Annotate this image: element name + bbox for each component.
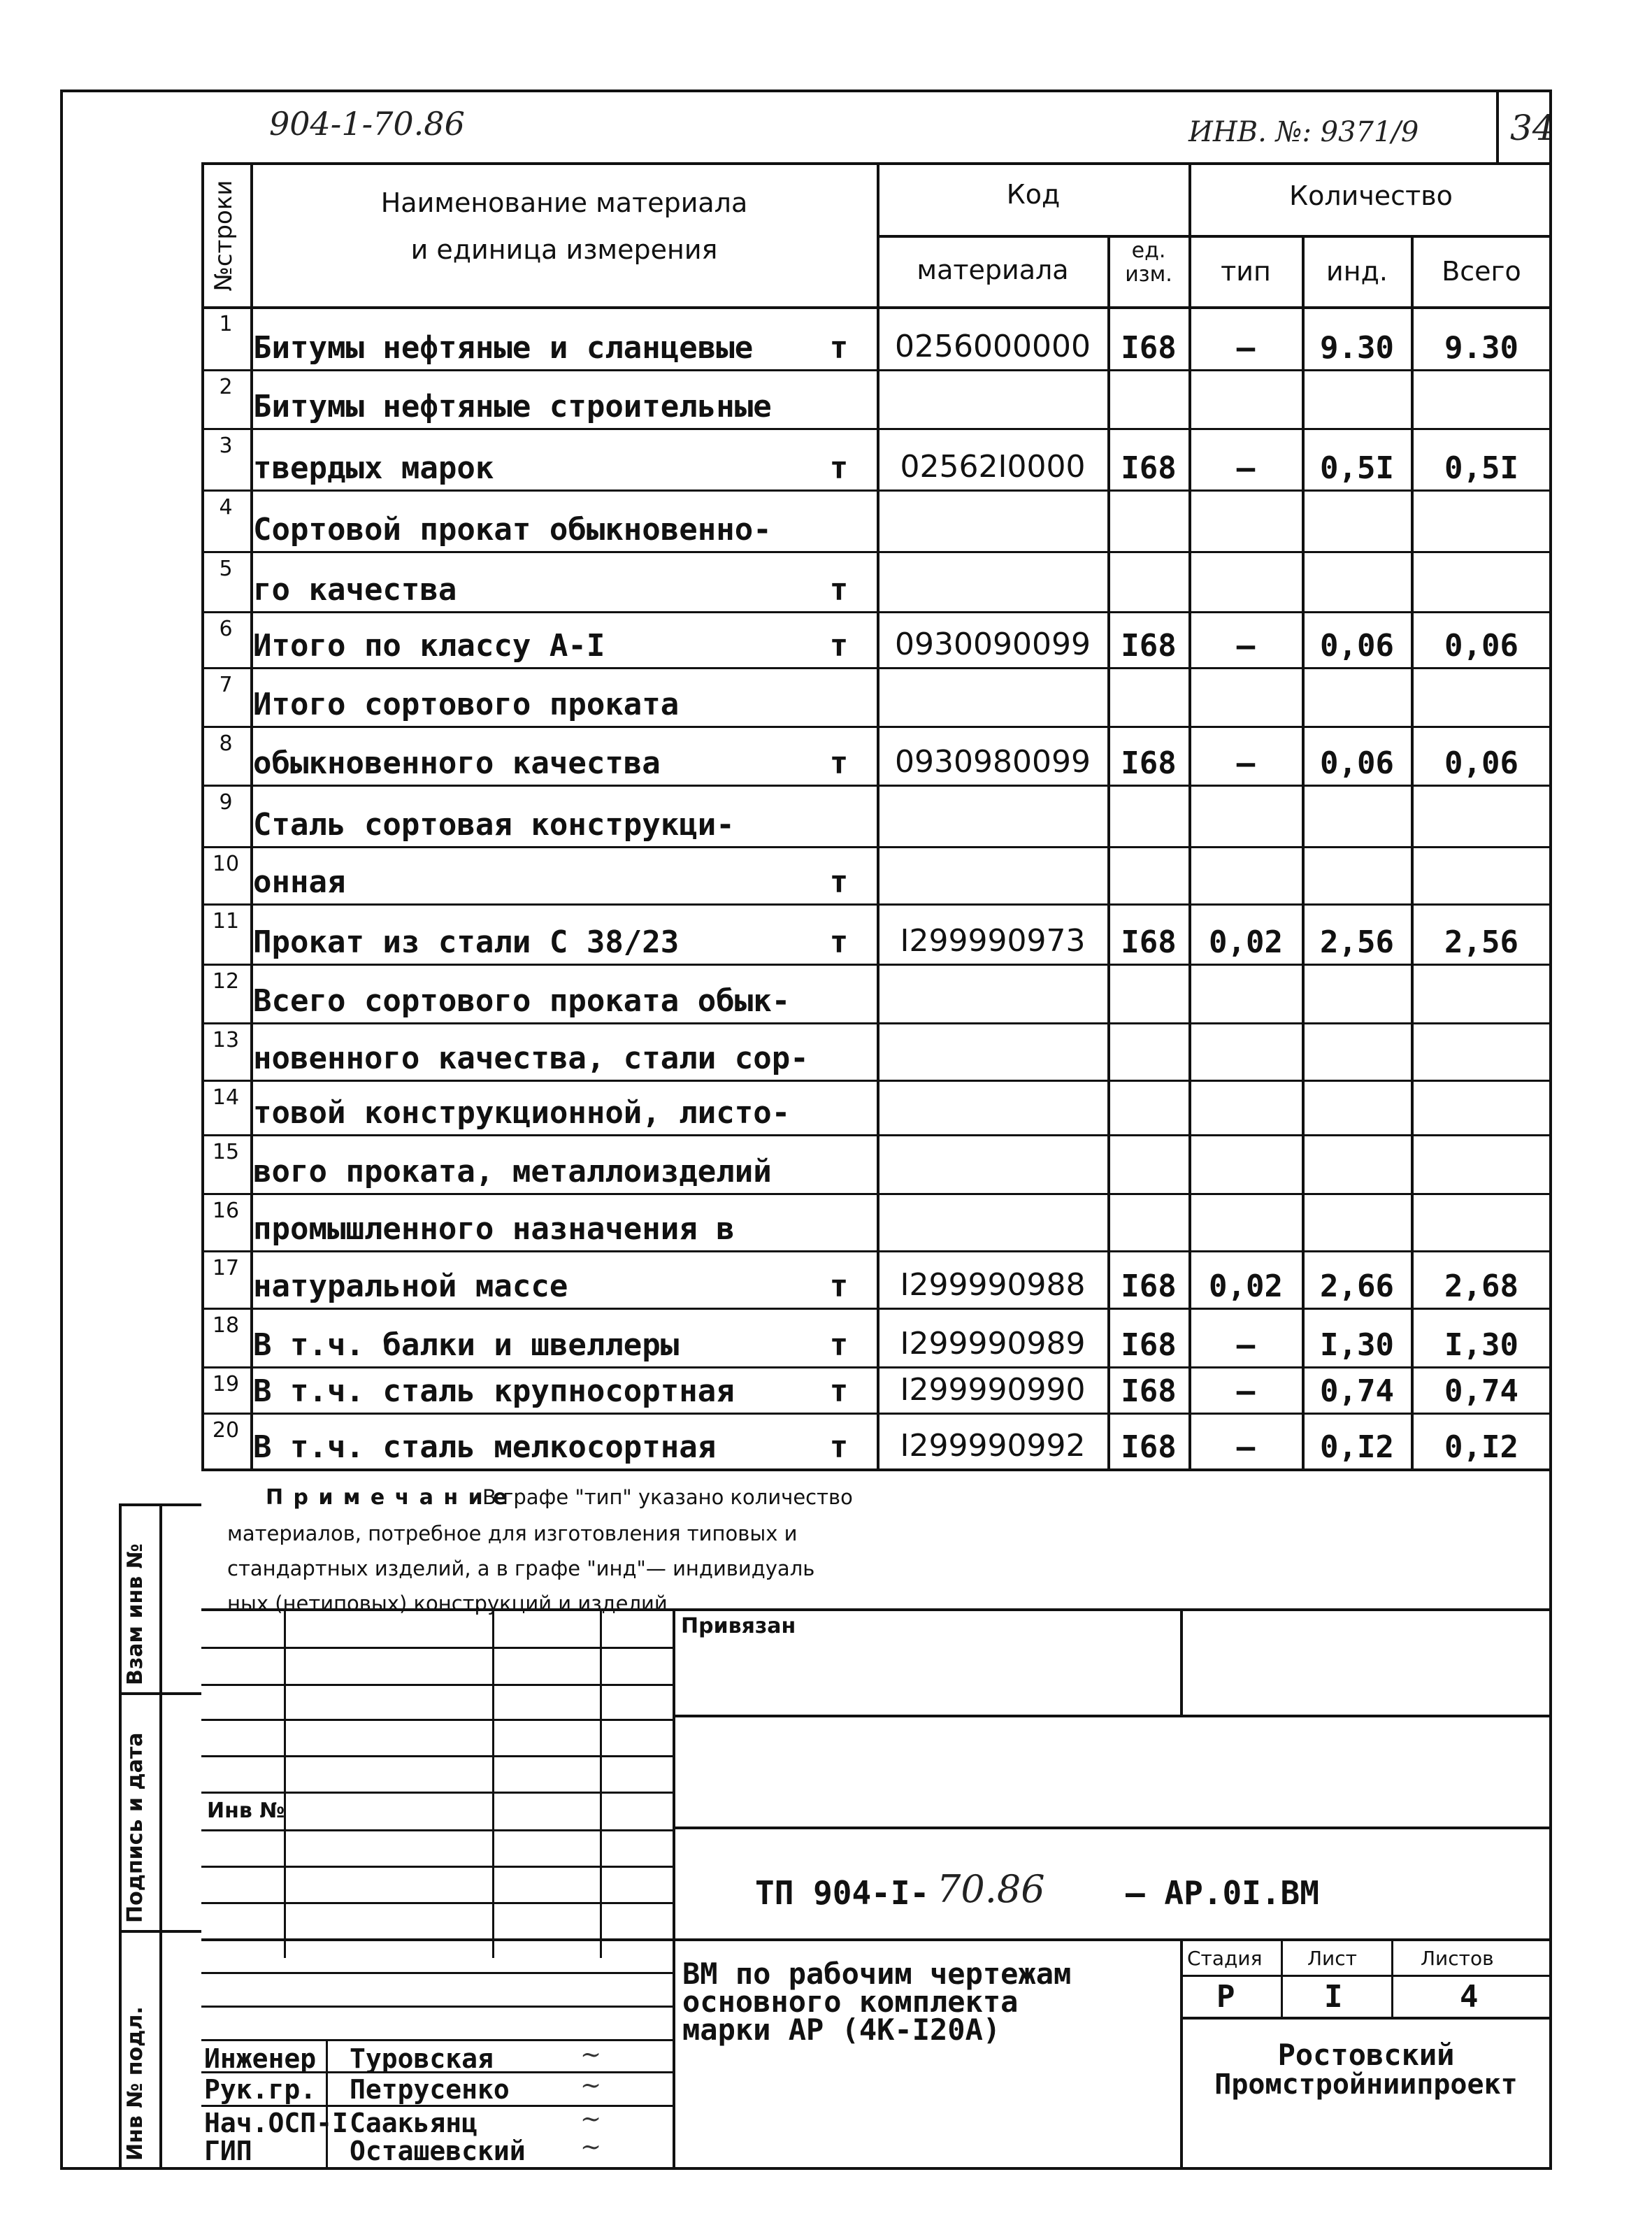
material-name: Итого по классу А-I	[253, 628, 605, 664]
row-divider	[201, 1080, 1552, 1082]
material-name: Прокат из стали С 38/23	[253, 924, 680, 960]
unit-code: I68	[1121, 745, 1177, 781]
row-number: 17	[212, 1256, 240, 1280]
row-divider	[201, 1413, 1552, 1415]
unit-code: I68	[1121, 330, 1177, 366]
qty-total: 0,74	[1444, 1373, 1518, 1409]
row-number: 6	[219, 617, 233, 641]
row-divider	[201, 785, 1552, 787]
table-bottom-border	[201, 1468, 1552, 1471]
material-code: 0256000000	[895, 329, 1091, 364]
stamp-title-line1: ВМ по рабочим чертежам	[682, 1957, 1072, 1991]
material-name: онная	[253, 864, 346, 900]
qty-total: 0,06	[1444, 628, 1518, 664]
row-divider	[201, 1308, 1552, 1310]
signature-mark: ~	[580, 2071, 602, 2100]
material-name: натуральной массе	[253, 1268, 568, 1304]
row-number: 7	[219, 673, 233, 697]
header-name-line2: и единица измерения	[410, 234, 718, 265]
stamp-designation-top	[673, 1827, 1552, 1829]
signer-role: Рук.гр.	[204, 2074, 317, 2105]
row-divider	[201, 903, 1552, 906]
material-name: вого проката, металлоизделий	[253, 1154, 772, 1189]
stamp-grid-h6	[201, 1829, 673, 1831]
side-label-inv-podl: Инв № подл.	[123, 2006, 148, 2161]
row-number: 5	[219, 557, 233, 581]
qty-ind: 9.30	[1320, 330, 1394, 366]
material-code: 0930090099	[895, 627, 1091, 662]
stamp-stage-divider	[1281, 1938, 1283, 2017]
qty-type: –	[1236, 745, 1256, 781]
signers-line-3	[201, 2039, 673, 2041]
page-number: 34	[1510, 108, 1555, 148]
stamp-privyazan-divider	[1180, 1608, 1183, 1715]
material-code: 02562I0000	[900, 449, 1086, 485]
stamp-inv-no-label: Инв №	[207, 1799, 285, 1823]
stamp-privyazan-bottom	[673, 1715, 1552, 1717]
row-divider	[201, 428, 1552, 430]
material-name: Битумы нефтяные строительные	[253, 389, 772, 424]
row-number: 18	[212, 1313, 240, 1338]
material-unit: т	[829, 1268, 849, 1304]
qty-total: 2,68	[1444, 1268, 1518, 1304]
row-number: 2	[219, 375, 233, 399]
note-line4: ных (нетиповых) конструкций и изделий	[227, 1592, 668, 1615]
material-code: I299990973	[900, 923, 1086, 959]
unit-code: I68	[1121, 1327, 1177, 1363]
material-name: Сортовой прокат обыкновенно-	[253, 512, 772, 548]
signer-name: Петрусенко	[350, 2074, 510, 2105]
stamp-stage-bottom	[1180, 2017, 1552, 2020]
stamp-grid-h4	[201, 1755, 673, 1757]
row-divider	[201, 551, 1552, 553]
material-unit: т	[829, 1373, 849, 1409]
row-number: 13	[212, 1028, 240, 1052]
signature-mark: ~	[580, 2133, 602, 2161]
row-number: 12	[212, 969, 240, 994]
row-number: 8	[219, 731, 233, 756]
stamp-grid-h2	[201, 1684, 673, 1686]
qty-ind: 0,06	[1320, 628, 1394, 664]
material-name: новенного качества, стали сор-	[253, 1041, 809, 1076]
row-divider	[201, 611, 1552, 613]
unit-code: I68	[1121, 628, 1177, 664]
side-strip-right	[159, 1503, 162, 2170]
material-unit: т	[829, 1429, 849, 1465]
qty-total: 2,56	[1444, 924, 1518, 960]
material-unit: т	[829, 864, 849, 900]
qty-ind: 0,I2	[1320, 1429, 1394, 1465]
side-label-vzam: Взам инв №	[123, 1543, 148, 1685]
signers-role-divider	[326, 2039, 328, 2170]
header-qty-type: тип	[1221, 256, 1271, 287]
material-name: Битумы нефтяные и сланцевые	[253, 330, 754, 366]
header-code: Код	[1006, 179, 1061, 210]
material-name: промышленного назначения в	[253, 1211, 735, 1247]
unit-code: I68	[1121, 924, 1177, 960]
signers-line-2	[201, 2006, 673, 2008]
material-unit: т	[829, 572, 849, 608]
row-divider	[201, 369, 1552, 371]
header-qty-ind: инд.	[1326, 256, 1388, 287]
header-qty-total: Всего	[1442, 256, 1521, 287]
stamp-stage-mid	[1180, 1975, 1552, 1977]
signer-name: Туровская	[350, 2043, 494, 2074]
header-code-unit: ед. изм.	[1125, 238, 1172, 287]
note-line2: материалов, потребное для изготовления типовых и	[227, 1522, 798, 1545]
qty-ind: 0,5I	[1320, 450, 1394, 486]
row-divider	[201, 1022, 1552, 1024]
material-code: I299990992	[900, 1428, 1086, 1464]
side-strip-left	[119, 1503, 122, 2170]
material-name: В т.ч. балки и швеллеры	[253, 1327, 680, 1363]
row-divider	[201, 726, 1552, 728]
qty-total: 0,06	[1444, 745, 1518, 781]
header-row-number: №строки	[210, 180, 238, 292]
row-number: 14	[212, 1085, 240, 1110]
stamp-designation-prefix: ТП 904-I-	[755, 1874, 930, 1912]
stamp-privyazan-label: Привязан	[681, 1614, 796, 1638]
side-strip-top	[119, 1503, 201, 1506]
doc-code-handwritten: 904-1-70.86	[269, 105, 465, 143]
row-number: 15	[212, 1140, 240, 1164]
stamp-sheets-value: 4	[1460, 1979, 1479, 2015]
row-number: 9	[219, 790, 233, 815]
row-divider	[201, 1250, 1552, 1252]
qty-ind: 2,56	[1320, 924, 1394, 960]
qty-ind: 0,06	[1320, 745, 1394, 781]
stamp-designation-suffix: – АР.0I.ВМ	[1126, 1874, 1319, 1912]
stamp-top-border	[201, 1608, 1552, 1611]
signers-line-1	[201, 1972, 673, 1974]
qty-type: 0,02	[1209, 924, 1283, 960]
side-label-podpis: Подпись и дата	[123, 1732, 148, 1923]
qty-type: 0,02	[1209, 1268, 1283, 1304]
signer-role: Инженер	[204, 2043, 317, 2074]
header-quantity: Количество	[1289, 180, 1453, 211]
qty-type: –	[1236, 330, 1256, 366]
material-code: I299990988	[900, 1267, 1086, 1303]
side-strip-divider-1	[119, 1692, 201, 1695]
row-divider	[201, 667, 1552, 669]
row-number: 16	[212, 1199, 240, 1223]
signers-line-5	[201, 2105, 673, 2107]
unit-code: I68	[1121, 450, 1177, 486]
stamp-grid-v3	[600, 1608, 602, 1958]
stamp-grid-h3	[201, 1719, 673, 1721]
unit-code: I68	[1121, 1268, 1177, 1304]
material-name: Итого сортового проката	[253, 687, 680, 722]
page-number-divider	[1496, 90, 1499, 162]
unit-code: I68	[1121, 1373, 1177, 1409]
row-number: 1	[219, 312, 233, 336]
signer-role: ГИП	[204, 2136, 252, 2166]
row-divider	[201, 1193, 1552, 1195]
row-number: 4	[219, 495, 233, 520]
stamp-list-divider	[1391, 1938, 1393, 2017]
material-code: I299990990	[900, 1372, 1086, 1408]
qty-type: –	[1236, 1429, 1256, 1465]
stamp-grid-v2	[492, 1608, 494, 1958]
row-divider	[201, 1366, 1552, 1368]
stamp-bottom-border	[119, 2167, 1552, 2170]
qty-total: I,30	[1444, 1327, 1518, 1363]
stamp-grid-v1	[284, 1608, 286, 1958]
row-divider	[201, 489, 1552, 492]
table-right-border	[1549, 90, 1552, 2170]
stamp-designation-handwritten: 70.86	[937, 1867, 1045, 1911]
qty-ind: I,30	[1320, 1327, 1394, 1363]
header-name-line1: Наименование материала	[380, 187, 748, 218]
signer-role: Нач.ОСП-I	[204, 2108, 348, 2138]
stamp-grid-h7	[201, 1866, 673, 1868]
material-name: Всего сортового проката обык-	[253, 983, 791, 1019]
material-code: I299990989	[900, 1326, 1086, 1361]
stamp-stage-label: Стадия	[1187, 1947, 1263, 1970]
qty-type: –	[1236, 628, 1256, 664]
material-name: В т.ч. сталь крупносортная	[253, 1373, 735, 1409]
signer-name: Саакьянц	[350, 2108, 478, 2138]
qty-total: 0,5I	[1444, 450, 1518, 486]
signature-mark: ~	[580, 2040, 602, 2069]
note-line1: В графе "тип" указано количество	[482, 1485, 853, 1509]
stamp-grid-h1	[201, 1647, 673, 1649]
qty-type: –	[1236, 1373, 1256, 1409]
material-name: обыкновенного качества	[253, 745, 661, 781]
header-code-material: материала	[917, 255, 1069, 285]
stamp-grid-h9	[201, 1938, 1552, 1941]
stamp-stage-value: Р	[1216, 1979, 1235, 2015]
material-unit: т	[829, 924, 849, 960]
inventory-number: ИНВ. №: 9371/9	[1188, 116, 1419, 148]
row-number: 10	[212, 852, 240, 876]
header-split-line	[877, 235, 1552, 238]
row-divider	[201, 964, 1552, 966]
qty-ind: 0,74	[1320, 1373, 1394, 1409]
stamp-org-line2: Промстройниипроект	[1214, 2068, 1518, 2101]
stamp-sheet-label: Лист	[1307, 1947, 1357, 1970]
signature-mark: ~	[580, 2105, 602, 2133]
qty-type: –	[1236, 1327, 1256, 1363]
stamp-sheet-value: I	[1324, 1979, 1343, 2015]
material-unit: т	[829, 745, 849, 781]
row-divider	[201, 1134, 1552, 1136]
note-line3: стандартных изделий, а в графе "инд"— индивидуаль	[227, 1557, 815, 1580]
note-heading: П р и м е ч а н и е	[266, 1485, 509, 1510]
row-divider	[201, 846, 1552, 848]
stamp-title-line2: основного комплекта	[682, 1985, 1019, 2019]
stamp-title-line3: марки АР (4К-I20А)	[682, 2013, 1001, 2047]
row-number: 3	[219, 434, 233, 458]
material-code: 0930980099	[895, 744, 1091, 780]
material-unit: т	[829, 1327, 849, 1363]
material-unit: т	[829, 628, 849, 664]
unit-code: I68	[1121, 1429, 1177, 1465]
stamp-sheets-label: Листов	[1421, 1947, 1494, 1970]
qty-ind: 2,66	[1320, 1268, 1394, 1304]
material-name: Сталь сортовая конструкци-	[253, 807, 735, 843]
qty-type: –	[1236, 450, 1256, 486]
row-number: 19	[212, 1372, 240, 1396]
stamp-grid-h5	[201, 1792, 673, 1794]
material-unit: т	[829, 450, 849, 486]
stamp-grid-h8	[201, 1902, 673, 1904]
signer-name: Осташевский	[350, 2136, 526, 2166]
qty-total: 0,I2	[1444, 1429, 1518, 1465]
side-strip-divider-2	[119, 1930, 201, 1933]
row-number: 20	[212, 1418, 240, 1443]
row-number: 11	[212, 909, 240, 934]
material-unit: т	[829, 330, 849, 366]
material-name: В т.ч. сталь мелкосортная	[253, 1429, 717, 1465]
material-name: товой конструкционной, листо-	[253, 1095, 791, 1131]
stamp-org-line1: Ростовский	[1277, 2038, 1455, 2072]
stamp-left-block-border	[673, 1608, 675, 2170]
material-name: твердых марок	[253, 450, 494, 486]
material-name: го качества	[253, 572, 457, 608]
qty-total: 9.30	[1444, 330, 1518, 366]
